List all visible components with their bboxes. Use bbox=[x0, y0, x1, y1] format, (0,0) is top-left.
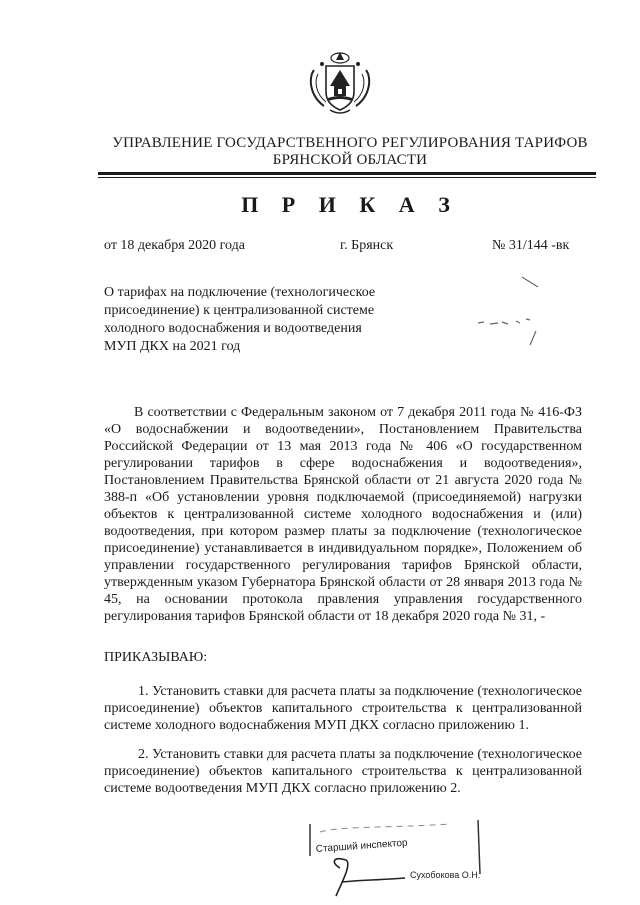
document-city: г. Брянск bbox=[340, 238, 394, 253]
header-rule-thin bbox=[98, 177, 596, 178]
coat-of-arms-emblem bbox=[300, 48, 380, 116]
document-date: от 18 декабря 2020 года bbox=[104, 238, 245, 253]
handwritten-marks bbox=[470, 275, 560, 355]
stamp-title: Старший инспектор bbox=[315, 837, 408, 855]
document-number: № 31/144 -вк bbox=[492, 238, 570, 253]
order-item-2: 2. Установить ставки для расчета платы за подключение (технологическое присоединение) объектов капитального строительства к централизованной системе водоотведения МУП ДКХ согласно приложению 2. bbox=[104, 747, 582, 796]
organization-name-line1: УПРАВЛЕНИЕ ГОСУДАРСТВЕННОГО РЕГУЛИРОВАНИЯ ТАРИФОВ bbox=[112, 135, 588, 151]
order-word: ПРИКАЗЫВАЮ: bbox=[104, 650, 208, 665]
preamble-paragraph: В соответствии с Федеральным законом от 7 декабря 2011 года № 416-ФЗ «О водоснабжении и водоотведении», Постановлением Правительства Российской Федерации от 13 мая 2013 года № 406 «О государственном регулировании тарифов в сфере водоснабжения и водоотведения», Постановлением Правительства Брянской области от 21 августа 2020 года № 388-п «Об установлении уровня подключаемой (присоединяемой) нагрузки объектов к централизованной системе холодного водоснабжения и (или) водоотведения, при котором размер платы за подключение (технологическое присоединение) устанавливается в индивидуальном порядке», Положением об управлении государственного регулирования тарифов Брянской области, утвержденным указом Губернатора Брянской области от 28 января 2013 года № 45, на основании протокола правления управления государственного регулирования тарифов Брянской области от 18 декабря 2020 года № 31, - bbox=[104, 405, 582, 624]
order-item-1: 1. Установить ставки для расчета платы за подключение (технологическое присоединение) объектов капитального строительства к централизованной системе холодного водоснабжения МУП ДКХ согласно приложению 1. bbox=[104, 684, 582, 733]
document-title: П Р И К А З bbox=[241, 192, 459, 217]
stamp-name: Сухобокова О.Н. bbox=[410, 870, 481, 880]
document-subject: О тарифах на подключение (технологическое присоединение) к централизованной системе холодного водоснабжения и водоотведения МУП ДКХ на 2021 год bbox=[104, 285, 376, 354]
header-rule-thick bbox=[98, 172, 596, 175]
certification-stamp bbox=[300, 812, 490, 900]
organization-name-line2: БРЯНСКОЙ ОБЛАСТИ bbox=[272, 152, 428, 168]
